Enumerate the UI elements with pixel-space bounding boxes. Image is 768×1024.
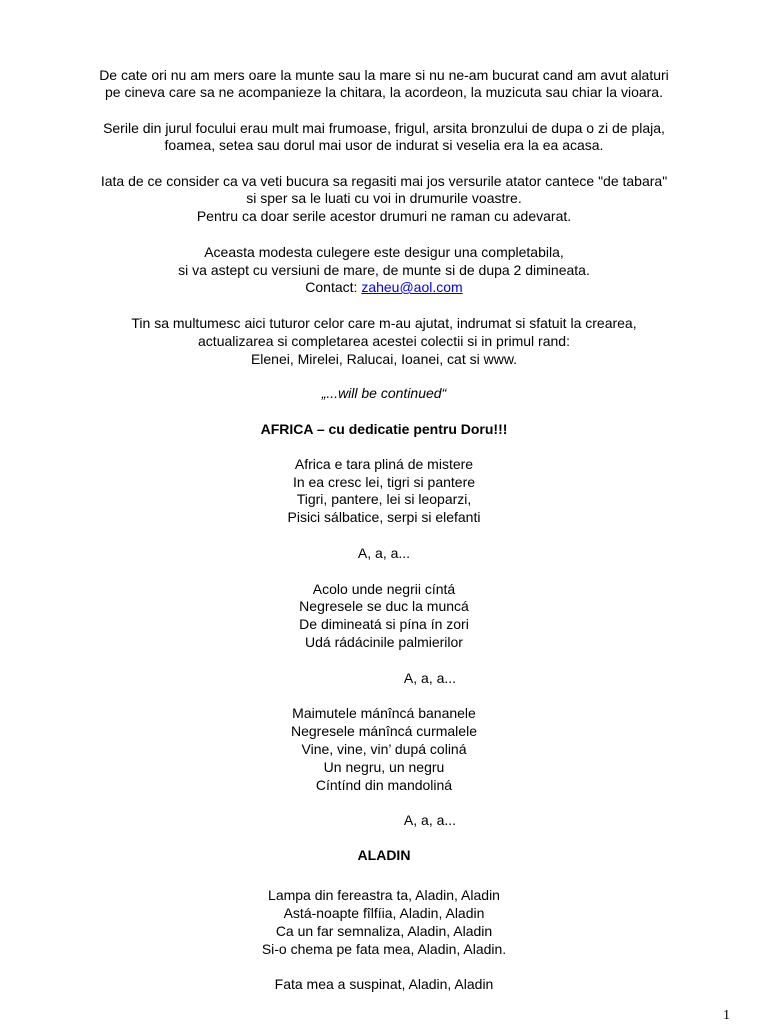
intro-text-line: foamea, setea sau dorul mai usor de indurat si veselia era la ea acasa. xyxy=(164,137,604,153)
lyric-line: Negresele mánîncá curmalele xyxy=(291,723,477,739)
continued-note: „...will be continued“ xyxy=(321,385,447,401)
lyric-line: Ca un far semnaliza, Aladin, Aladin xyxy=(275,923,493,939)
intro-text-line: Aceasta modesta culegere este desigur una completabila, xyxy=(204,244,564,260)
lyric-line: Udá rádácinile palmierilor xyxy=(305,634,463,650)
lyric-line: Vine, vine, vin’ dupá coliná xyxy=(301,741,467,757)
contact-line xyxy=(0,278,768,296)
lyric-line: In ea cresc lei, tigri si pantere xyxy=(292,474,476,490)
intro-text-line: Serile din jurul focului erau mult mai frumoase, frigul, arsita bronzului de dupa o zi de plaja, xyxy=(103,120,665,136)
refrain-line: A, a, a... xyxy=(357,545,411,561)
lyric-line: Un negru, un negru xyxy=(323,759,445,775)
song-title-aladin: ALADIN xyxy=(357,847,411,863)
intro-text-line: Pentru ca doar serile acestor drumuri ne raman cu adevarat. xyxy=(196,208,572,224)
lyric-line: Acolo unde negrii cíntá xyxy=(312,581,456,597)
lyric-line: Si-o chema pe fata mea, Aladin, Aladin. xyxy=(261,941,507,957)
lyric-line: Africa e tara pliná de mistere xyxy=(294,456,474,472)
contact-label: Contact: xyxy=(305,279,362,295)
lyric-line: Negresele se duc la muncá xyxy=(299,598,469,614)
lyric-line: Astá-noapte fîlfíia, Aladin, Aladin xyxy=(283,905,485,921)
lyric-line: Lampa din fereastra ta, Aladin, Aladin xyxy=(268,887,500,903)
lyric-line: Tigri, pantere, lei si leoparzi, xyxy=(296,491,472,507)
lyric-line: Fata mea a suspinat, Aladin, Aladin xyxy=(274,976,494,992)
intro-text-line: De cate ori nu am mers oare la munte sau la mare si nu ne-am bucurat cand am avut alaturi xyxy=(99,67,669,83)
page-number: 1 xyxy=(723,1008,730,1023)
intro-text-line: pe cineva care sa ne acompanieze la chitara, la acordeon, la muzicuta sau chiar la vioara. xyxy=(105,84,663,100)
lyric-line: De dimineatá si pína ín zori xyxy=(299,616,469,632)
lyric-line: Pisici sálbatice, serpi si elefanti xyxy=(287,509,481,525)
lyric-line: Maimutele mánîncá bananele xyxy=(292,705,476,721)
intro-text-line: Iata de ce consider ca va veti bucura sa regasiti mai jos versurile atator cantece "de tabara" xyxy=(100,173,668,189)
song-title-africa: AFRICA – cu dedicatie pentru Doru!!! xyxy=(260,421,508,437)
intro-text-line: Elenei, Mirelei, Ralucai, Ioanei, cat si www. xyxy=(250,351,518,367)
intro-text-line: si sper sa le luati cu voi in drumurile voastre. xyxy=(246,190,522,206)
refrain-line: A, a, a... xyxy=(403,670,457,686)
contact-email-link[interactable]: zaheu@aol.com xyxy=(361,279,463,295)
refrain-line: A, a, a... xyxy=(403,812,457,828)
intro-text-line: actualizarea si completarea acestei colectii si in primul rand: xyxy=(198,333,570,349)
intro-text-line: Tin sa multumesc aici tuturor celor care m-au ajutat, indrumat si sfatuit la crearea, xyxy=(131,315,637,331)
intro-text-line: si va astept cu versiuni de mare, de munte si de dupa 2 dimineata. xyxy=(178,262,590,278)
lyric-line: Cíntínd din mandoliná xyxy=(315,777,453,793)
